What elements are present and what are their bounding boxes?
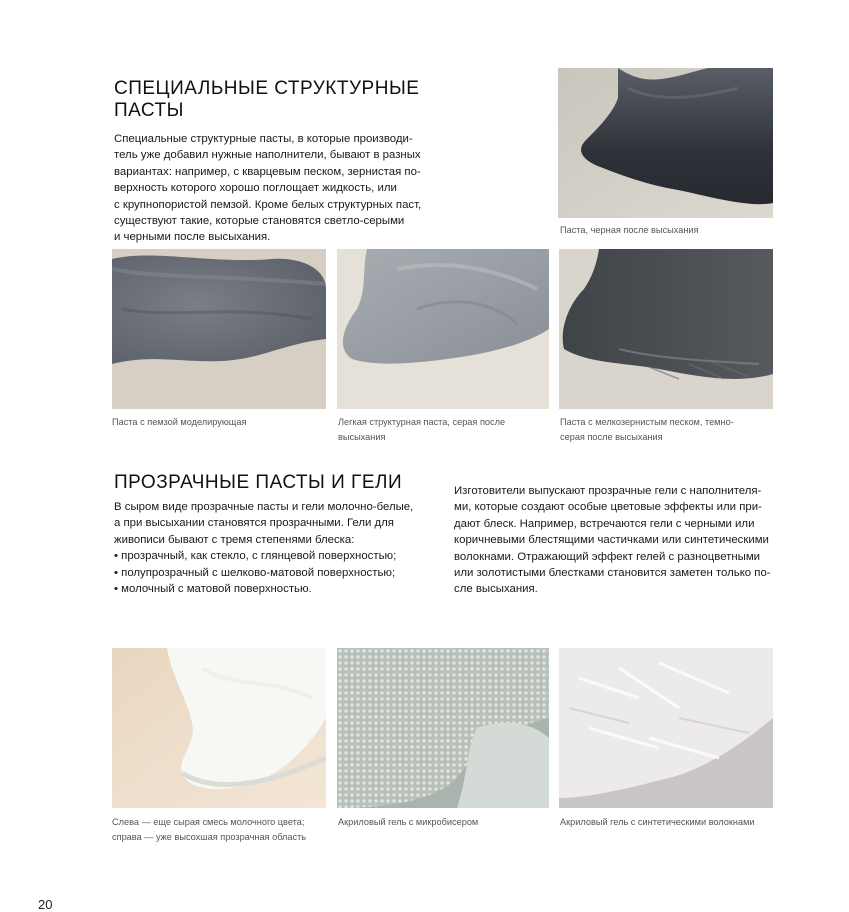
caption-line: Акриловый гель с синтетическими волокнами — [560, 817, 755, 827]
transparent-pastes-right-column — [454, 483, 784, 598]
list-item: • молочный с матовой поверхностью. — [114, 581, 434, 597]
paragraph-line: с крупнопористой пемзой. Кроме белых структурных паст, — [114, 198, 422, 211]
list-item: • полупрозрачный с шелково-матовой поверхностью; — [114, 565, 434, 581]
photo-milky-gel — [112, 648, 326, 808]
paragraph-line: а при высыхании становятся прозрачными. Гели для — [114, 517, 394, 530]
photo-fine-sand-paste — [559, 249, 773, 409]
gloss-levels-list — [114, 548, 434, 597]
paragraph-line: существуют такие, которые становятся светло-серыми — [114, 215, 405, 228]
photo-pumice-paste — [112, 249, 326, 409]
paragraph-line: верхность которого хорошо поглощает жидкость, или — [114, 182, 397, 195]
paragraph-line: волокнами. Отражающий эффект гелей с разноцветными — [454, 550, 761, 563]
caption-black-paste: Паста, черная после высыхания — [560, 225, 699, 235]
list-item: • прозрачный, как стекло, с глянцевой поверхностью; — [114, 548, 434, 564]
caption-line: высыхания — [338, 431, 386, 442]
caption-pumice-paste — [112, 415, 326, 430]
paragraph-line: сле высыхания. — [454, 583, 538, 596]
paragraph-line: вариантах: например, с кварцевым песком, зернистая по- — [114, 165, 421, 178]
caption-light-structural-paste — [338, 415, 550, 444]
caption-line: Акриловый гель с микробисером — [338, 817, 479, 827]
heading-line: СПЕЦИАЛЬНЫЕ СТРУКТУРНЫЕ — [114, 78, 420, 99]
caption-line: Паста с мелкозернистым песком, темно- — [560, 417, 734, 427]
caption-line: справа — уже высохшая прозрачная область — [112, 831, 307, 842]
page-number: 20 — [38, 897, 53, 912]
photo-fiber-gel — [559, 648, 773, 808]
paragraph-line: В сыром виде прозрачные пасты и гели молочно-белые, — [114, 501, 414, 513]
heading-line: ПАСТЫ — [114, 100, 184, 121]
paragraph-line: или золотистыми блестками становится заметен только по- — [454, 567, 771, 580]
paragraph-line: Изготовители выпускают прозрачные гели с наполнителя- — [454, 485, 762, 497]
photo-black-paste — [558, 68, 773, 218]
structural-pastes-paragraph — [114, 131, 444, 246]
paragraph-line: ми, которые создают особые цветовые эффекты или при- — [454, 501, 762, 514]
paragraph-line: тель уже добавил нужные наполнители, бывают в разных — [114, 149, 421, 162]
caption-line: Паста с пемзой моделирующая — [112, 417, 247, 427]
caption-line: Слева — еще сырая смесь молочного цвета; — [112, 817, 305, 827]
section-heading-structural-pastes — [114, 78, 514, 122]
paragraph-line: дают блеск. Например, встречаются гели с черными или — [454, 517, 755, 530]
paragraph-line: живописи бывают с тремя степенями блеска: — [114, 533, 355, 546]
paragraph-line: коричневыми блестящими частичками или синтетическими — [454, 534, 769, 547]
caption-fiber-gel — [560, 815, 780, 830]
paragraph-line: и черными после высыхания. — [114, 231, 271, 244]
section-heading-transparent-pastes: ПРОЗРАЧНЫЕ ПАСТЫ И ГЕЛИ — [114, 472, 403, 493]
transparent-pastes-left-column — [114, 499, 434, 597]
photo-light-structural-paste — [337, 249, 549, 409]
photo-microbead-gel — [337, 648, 549, 808]
caption-milky-gel — [112, 815, 342, 844]
caption-line: серая после высыхания — [560, 431, 663, 442]
caption-microbead-gel — [338, 815, 550, 830]
paragraph-line: Специальные структурные пасты, в которые производи- — [114, 133, 413, 145]
caption-fine-sand-paste — [560, 415, 774, 444]
caption-line: Легкая структурная паста, серая после — [338, 417, 506, 427]
